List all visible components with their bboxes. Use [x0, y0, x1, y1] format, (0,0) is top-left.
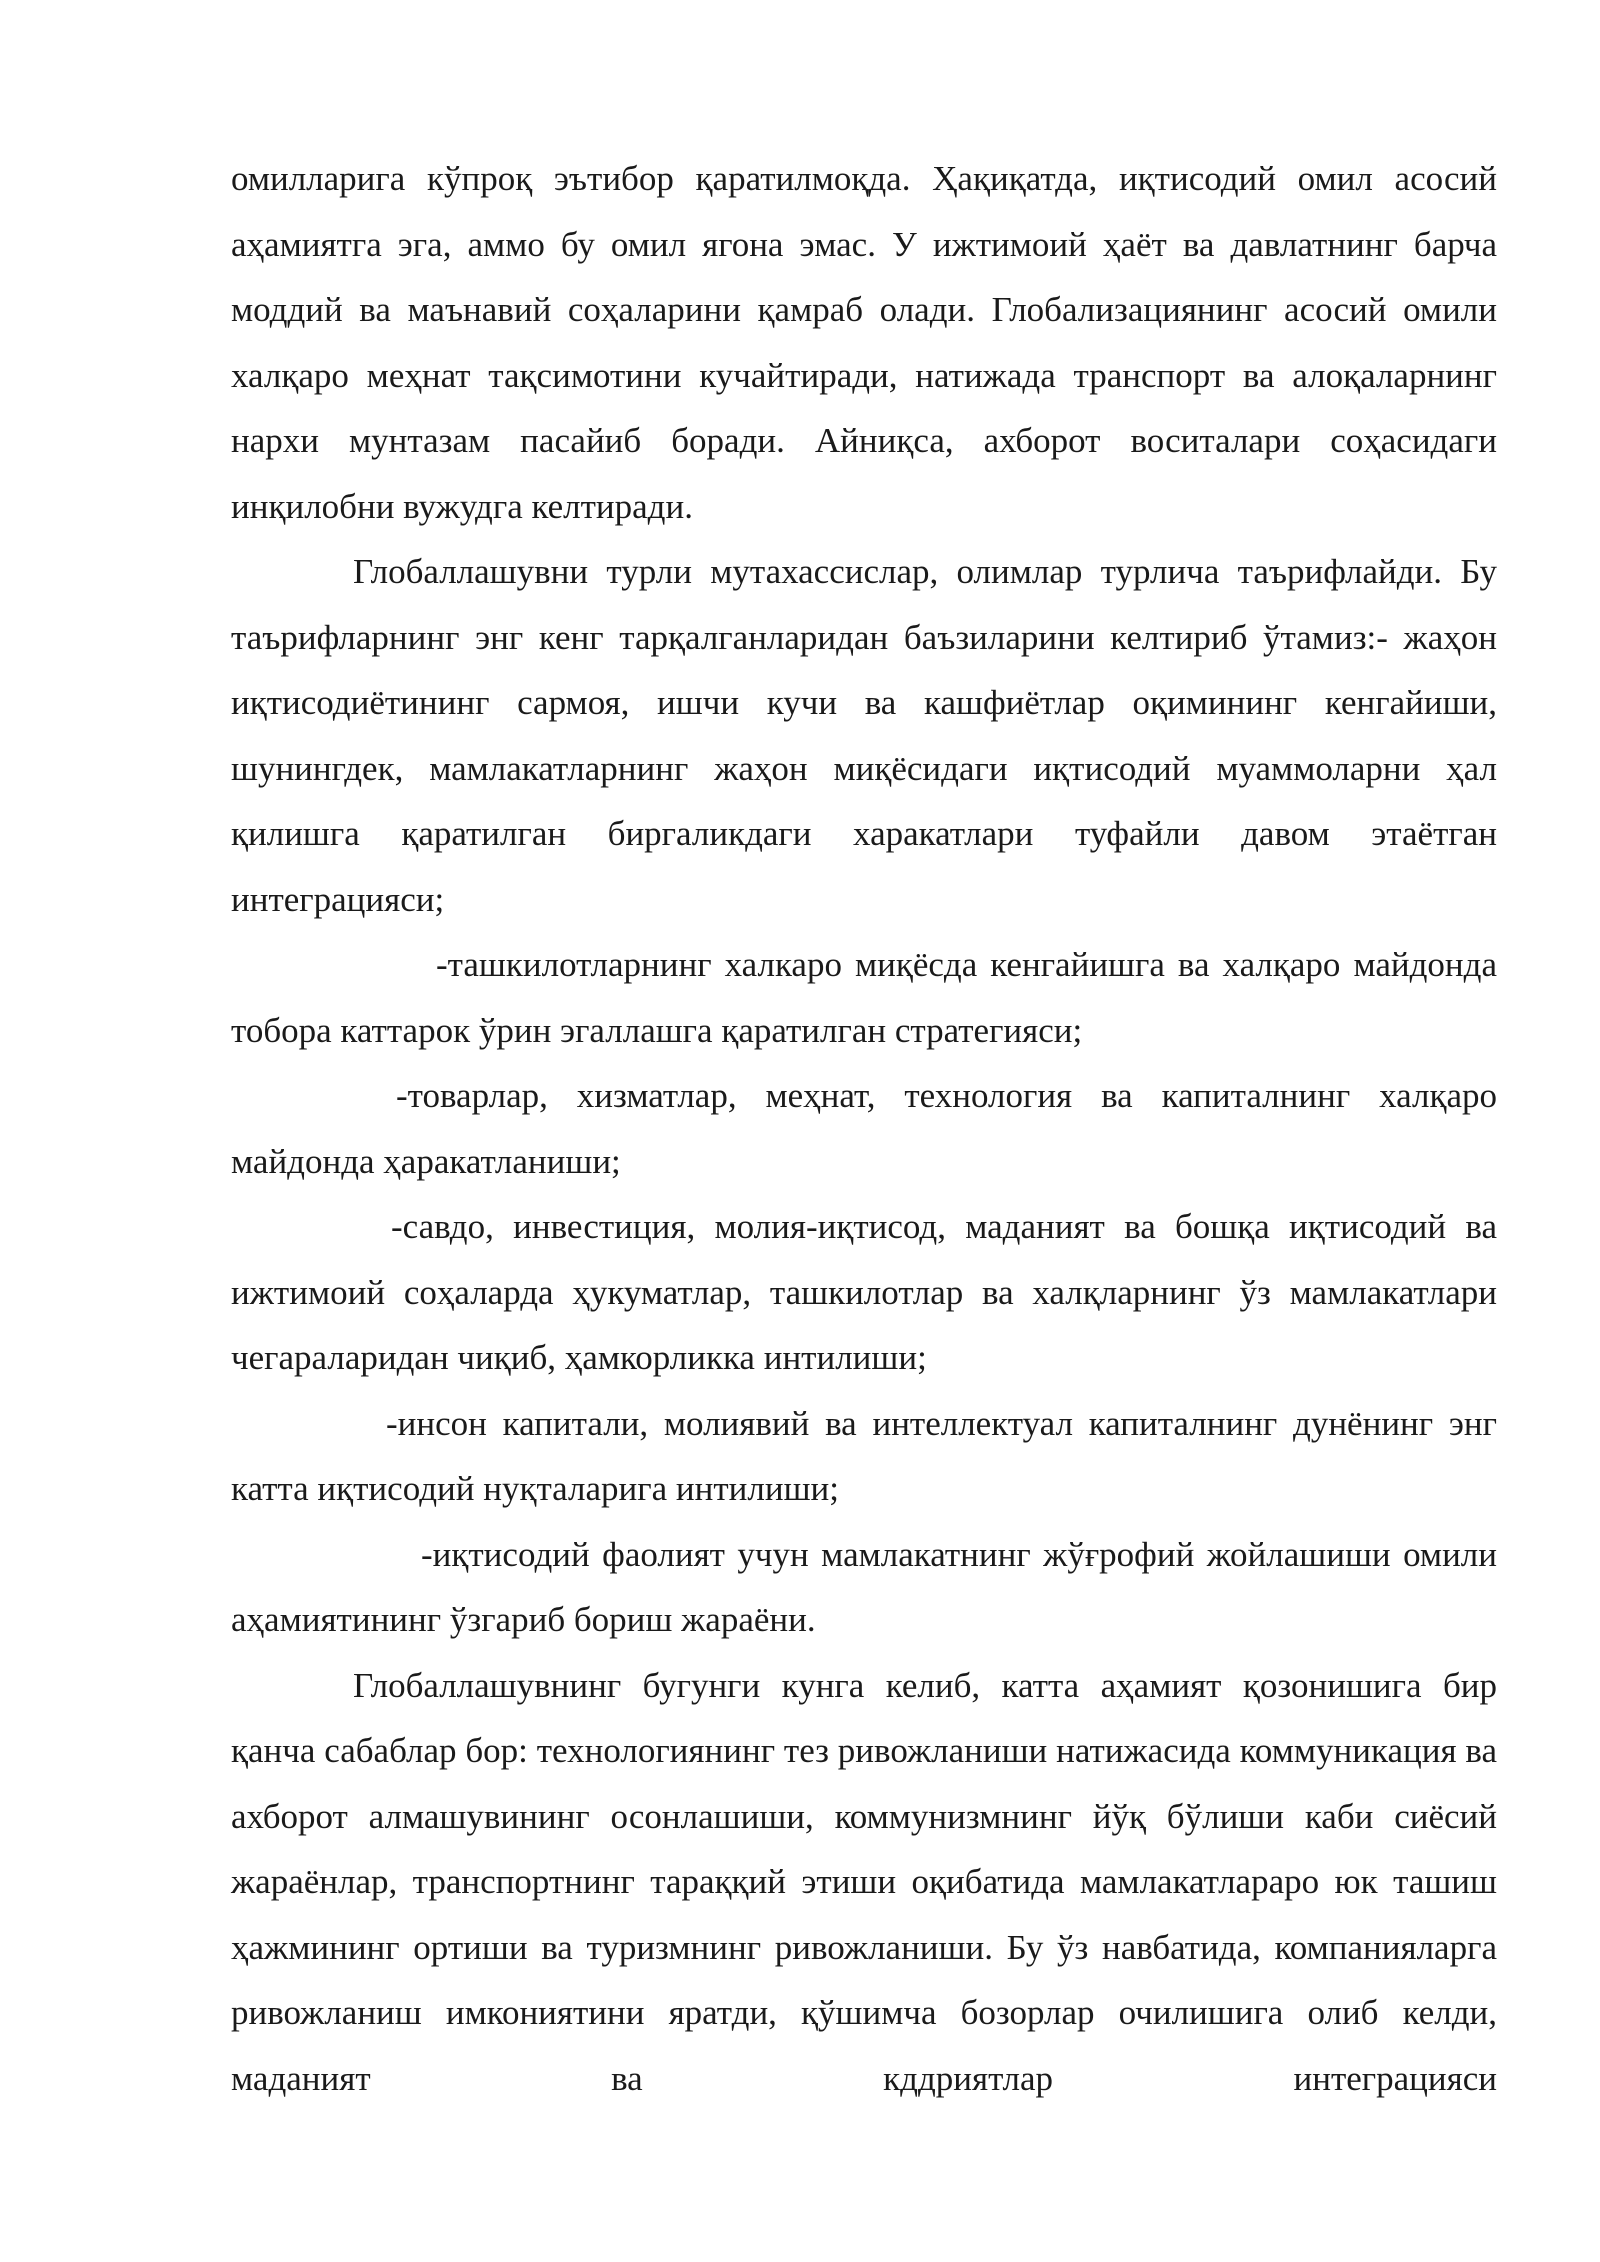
paragraph-human-capital: -инсон капитали, молиявий ва интеллектуал капиталнинг дунёнинг энг катта иқтисодий нуқталарига интилиши;	[231, 1403, 1497, 1508]
document-body	[231, 146, 1497, 2111]
paragraph-goods-movement: -товарлар, хизматлар, меҳнат, технология ва капиталнинг халқаро майдонда ҳаракатланиши;	[231, 1076, 1497, 1181]
paragraph-organizations-strategy: -ташкилотларнинг халкаро миқёсда кенгайишга ва халқаро майдонда тобора каттарок ўрин эгаллашга қаратилган стратегияси;	[231, 945, 1497, 1050]
paragraph-geographic-factor: -иқтисодий фаолият учун мамлакатнинг жўғрофий жойлашиши омили аҳамиятининг ўзгариб бориш жараёни.	[231, 1534, 1497, 1639]
paragraph-factors: омилларига кўпроқ эътибор қаратилмоқда. Ҳақиқатда, иқтисодий омил асосий аҳамиятга эга, аммо бу омил ягона эмас. У ижтимоий ҳаёт ва давлатнинг барча моддий ва маънавий соҳаларини қамраб олади. Глобализациянинг асосий омили халқаро меҳнат тақсимотини кучайтиради, натижада транспорт ва алоқаларнинг нархи мунтазам пасайиб боради. Айниқса, ахборот воситалари соҳасидаги инқилобни вужудга келтиради.	[231, 159, 1497, 526]
paragraph-globalization-reasons: Глобаллашувнинг бугунги кунга келиб, катта аҳамият қозонишига бир қанча сабаблар бор: технологиянинг тез ривожланиши натижасида коммуникация ва ахборот алмашувининг осонлашиши, коммунизмнинг йўқ бўлиши каби сиёсий жараёнлар, транспортнинг тараққий этиши оқибатида мамлакатлараро юк ташиш ҳажмининг ортиши ва туризмнинг ривожланиши. Бу ўз навбатида, компанияларга ривожланиш имкониятини яратди, қўшимча бозорлар очилишига олиб келди, маданият ва кддриятлар интеграцияси	[231, 1665, 1497, 2098]
paragraph-trade-cooperation: -савдо, инвестиция, молия-иқтисод, маданият ва бошқа иқтисодий ва ижтимоий соҳаларда ҳукуматлар, ташкилотлар ва халқларнинг ўз мамлакатлари чегараларидан чиқиб, ҳамкорликка интилиши;	[231, 1207, 1497, 1377]
paragraph-globalization-definitions: Глобаллашувни турли мутахассислар, олимлар турлича таърифлайди. Бу таърифларнинг энг кенг тарқалганларидан баъзиларини келтириб ўтамиз:- жаҳон иқтисодиётининг сармоя, ишчи кучи ва кашфиётлар оқимининг кенгайиши, шунингдек, мамлакатларнинг жаҳон миқёсидаги иқтисодий муаммоларни ҳал қилишга қаратилган биргаликдаги харакатлари туфайли давом этаётган интеграцияси;	[231, 552, 1497, 919]
